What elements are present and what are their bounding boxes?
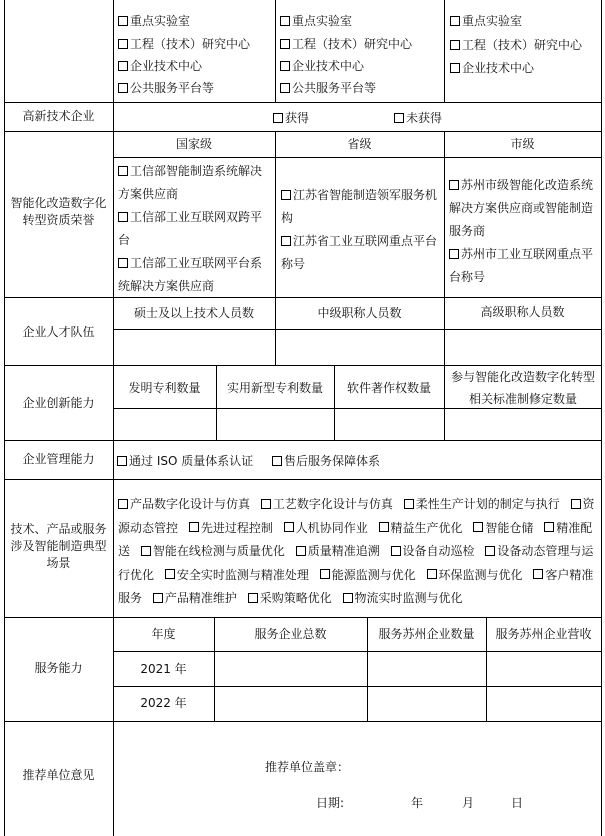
option-item[interactable]: 企业技术中心 <box>280 55 364 77</box>
scenario-item[interactable]: 人机协同作业 <box>284 521 368 535</box>
checkbox[interactable] <box>320 569 330 579</box>
honor-item[interactable]: 工信部工业互联网双跨平台 <box>118 210 263 247</box>
checkbox[interactable] <box>118 499 128 509</box>
honors-national <box>118 160 270 298</box>
scenario-item[interactable]: 能源监测与优化 <box>320 568 416 582</box>
level-city: 市级 <box>510 137 535 151</box>
service-input-total-2022[interactable] <box>215 687 366 720</box>
scenario-item[interactable]: 安全实时监测与精准处理 <box>165 568 309 582</box>
honors-city <box>449 174 599 289</box>
option-item[interactable]: 工程（技术）研究中心 <box>118 33 250 55</box>
checkbox[interactable] <box>117 456 127 466</box>
checkbox[interactable] <box>449 180 459 190</box>
recommend-year: 年 <box>411 796 424 810</box>
scenario-item[interactable]: 精准配送 <box>118 520 593 558</box>
scenario-item[interactable]: 质量精准追溯 <box>296 544 380 558</box>
scenarios-label: 技术、产品或服务涉及智能制造典型场景 <box>10 522 107 570</box>
talent-label: 企业人才队伍 <box>22 325 95 339</box>
checkbox[interactable] <box>248 593 258 603</box>
innovation-input-invention[interactable] <box>114 409 215 439</box>
level-provincial: 省级 <box>347 137 372 151</box>
service-year-2021: 2021 年 <box>140 662 187 676</box>
checkbox[interactable] <box>118 258 128 268</box>
checkbox[interactable] <box>118 39 128 49</box>
checkbox[interactable] <box>281 190 291 200</box>
honors-label: 智能化改造数字化转型资质荣誉 <box>10 196 107 227</box>
service-input-total-2021[interactable] <box>215 652 366 685</box>
checkbox[interactable] <box>450 63 460 73</box>
management-iso[interactable]: 通过 ISO 质量体系认证 <box>117 450 253 472</box>
option-item[interactable]: 重点实验室 <box>118 10 190 32</box>
checkbox[interactable] <box>450 40 460 50</box>
recommend-date-label: 日期: <box>316 796 345 810</box>
checkbox[interactable] <box>272 456 282 466</box>
scenario-item[interactable]: 先进过程控制 <box>189 521 273 535</box>
checkbox[interactable] <box>544 522 554 532</box>
option-item[interactable]: 企业技术中心 <box>450 57 534 79</box>
innovation-header-invention: 发明专利数量 <box>128 381 201 395</box>
scenario-item[interactable]: 环保监测与优化 <box>427 568 523 582</box>
checkbox[interactable] <box>118 61 128 71</box>
innovation-label: 企业创新能力 <box>22 396 95 410</box>
honor-item[interactable]: 江苏省智能制造领军服务机构 <box>281 188 438 225</box>
service-header-suzhou-revenue: 服务苏州企业营收 <box>495 627 592 641</box>
option-item[interactable]: 工程（技术）研究中心 <box>280 33 412 55</box>
checkbox[interactable] <box>141 546 151 556</box>
innovation-input-software[interactable] <box>335 409 443 439</box>
checkbox[interactable] <box>450 16 460 26</box>
option-item[interactable]: 企业技术中心 <box>118 55 202 77</box>
management-label: 企业管理能力 <box>22 452 95 466</box>
checkbox[interactable] <box>261 499 271 509</box>
option-item[interactable]: 公共服务平台等 <box>280 77 376 99</box>
checkbox[interactable] <box>473 522 483 532</box>
checkbox[interactable] <box>394 113 404 123</box>
talent-input-master[interactable] <box>114 330 274 364</box>
checkbox[interactable] <box>571 499 581 509</box>
service-input-count-2021[interactable] <box>368 652 485 685</box>
checkbox[interactable] <box>379 522 389 532</box>
talent-header-master: 硕士及以上技术人员数 <box>133 306 254 320</box>
checkbox[interactable] <box>118 16 128 26</box>
innovation-input-utility[interactable] <box>217 409 333 439</box>
checkbox[interactable] <box>296 546 306 556</box>
checkbox[interactable] <box>280 83 290 93</box>
checkbox[interactable] <box>118 212 128 222</box>
checkbox[interactable] <box>153 593 163 603</box>
high-tech-yes[interactable]: 获得 <box>273 107 309 129</box>
scenario-item[interactable]: 产品数字化设计与仿真 <box>118 497 250 511</box>
service-header-suzhou-count: 服务苏州企业数量 <box>378 627 475 641</box>
checkbox[interactable] <box>485 546 495 556</box>
recommend-month: 月 <box>462 796 475 810</box>
checkbox[interactable] <box>427 569 437 579</box>
talent-input-mid[interactable] <box>276 330 443 364</box>
innovation-input-standards[interactable] <box>445 409 600 439</box>
scenario-item[interactable]: 客户精准服务 <box>118 567 594 605</box>
management-aftersale[interactable]: 售后服务保障体系 <box>272 450 380 472</box>
scenario-item[interactable]: 智能仓储 <box>473 521 533 535</box>
honor-item[interactable]: 苏州市工业互联网重点平台称号 <box>449 247 594 284</box>
checkbox[interactable] <box>118 166 128 176</box>
recommend-seal: 推荐单位盖章： <box>265 760 350 774</box>
checkbox[interactable] <box>273 113 283 123</box>
scenario-item[interactable]: 工艺数字化设计与仿真 <box>261 497 393 511</box>
service-year-2022: 2022 年 <box>140 696 187 710</box>
honor-item[interactable]: 苏州市级智能化改造系统解决方案供应商或智能制造服务商 <box>449 178 594 238</box>
checkbox[interactable] <box>391 546 401 556</box>
checkbox[interactable] <box>284 522 294 532</box>
checkbox[interactable] <box>281 236 291 246</box>
scenario-item[interactable]: 物流实时监测与优化 <box>343 591 463 605</box>
scenario-item[interactable]: 产品精准维护 <box>153 591 237 605</box>
high-tech-label: 高新技术企业 <box>22 109 95 123</box>
service-header-total: 服务企业总数 <box>254 627 327 641</box>
innovation-header-utility: 实用新型专利数量 <box>226 381 323 395</box>
option-item[interactable]: 公共服务平台等 <box>118 77 214 99</box>
recommend-label: 推荐单位意见 <box>22 768 95 782</box>
scenario-item[interactable]: 采购策略优化 <box>248 591 332 605</box>
honor-item[interactable]: 工信部工业互联网平台系统解决方案供应商 <box>118 256 263 293</box>
checkbox[interactable] <box>165 569 175 579</box>
honor-item[interactable]: 江苏省工业互联网重点平台称号 <box>281 234 438 271</box>
service-label: 服务能力 <box>34 661 83 675</box>
service-input-revenue-2021[interactable] <box>487 652 600 685</box>
option-item[interactable]: 重点实验室 <box>450 10 522 32</box>
checkbox[interactable] <box>449 249 459 259</box>
checkbox[interactable] <box>533 569 543 579</box>
checkbox[interactable] <box>404 499 414 509</box>
service-input-revenue-2022[interactable] <box>487 687 600 720</box>
scenario-item[interactable]: 柔性生产计划的制定与执行 <box>404 497 560 511</box>
checkbox[interactable] <box>189 522 199 532</box>
scenario-item[interactable]: 设备动态管理与运行优化 <box>118 544 594 582</box>
talent-input-senior[interactable] <box>445 330 600 364</box>
honor-item[interactable]: 工信部智能制造系统解决方案供应商 <box>118 164 263 201</box>
level-national: 国家级 <box>175 137 212 151</box>
innovation-header-software: 软件著作权数量 <box>346 381 431 395</box>
high-tech-no[interactable]: 未获得 <box>394 107 442 129</box>
scenario-item[interactable]: 精益生产优化 <box>379 521 463 535</box>
checkbox[interactable] <box>280 39 290 49</box>
checkbox[interactable] <box>280 16 290 26</box>
talent-header-senior: 高级职称人员数 <box>480 305 565 319</box>
honors-provincial <box>281 184 439 276</box>
scenario-item[interactable]: 设备自动巡检 <box>391 544 475 558</box>
scenario-item[interactable]: 智能在线检测与质量优化 <box>141 544 285 558</box>
innovation-header-standards: 参与智能化改造数字化转型相关标准制修定数量 <box>450 370 595 406</box>
scenarios-list <box>118 493 598 611</box>
recommend-day: 日 <box>511 796 524 810</box>
option-item[interactable]: 工程（技术）研究中心 <box>450 34 582 56</box>
option-item[interactable]: 重点实验室 <box>280 10 352 32</box>
talent-header-mid: 中级职称人员数 <box>317 306 402 320</box>
checkbox[interactable] <box>343 593 353 603</box>
service-input-count-2022[interactable] <box>368 687 485 720</box>
checkbox[interactable] <box>280 61 290 71</box>
scenario-item[interactable]: 资源动态管控 <box>118 497 595 535</box>
checkbox[interactable] <box>118 83 128 93</box>
service-header-year: 年度 <box>151 627 176 641</box>
